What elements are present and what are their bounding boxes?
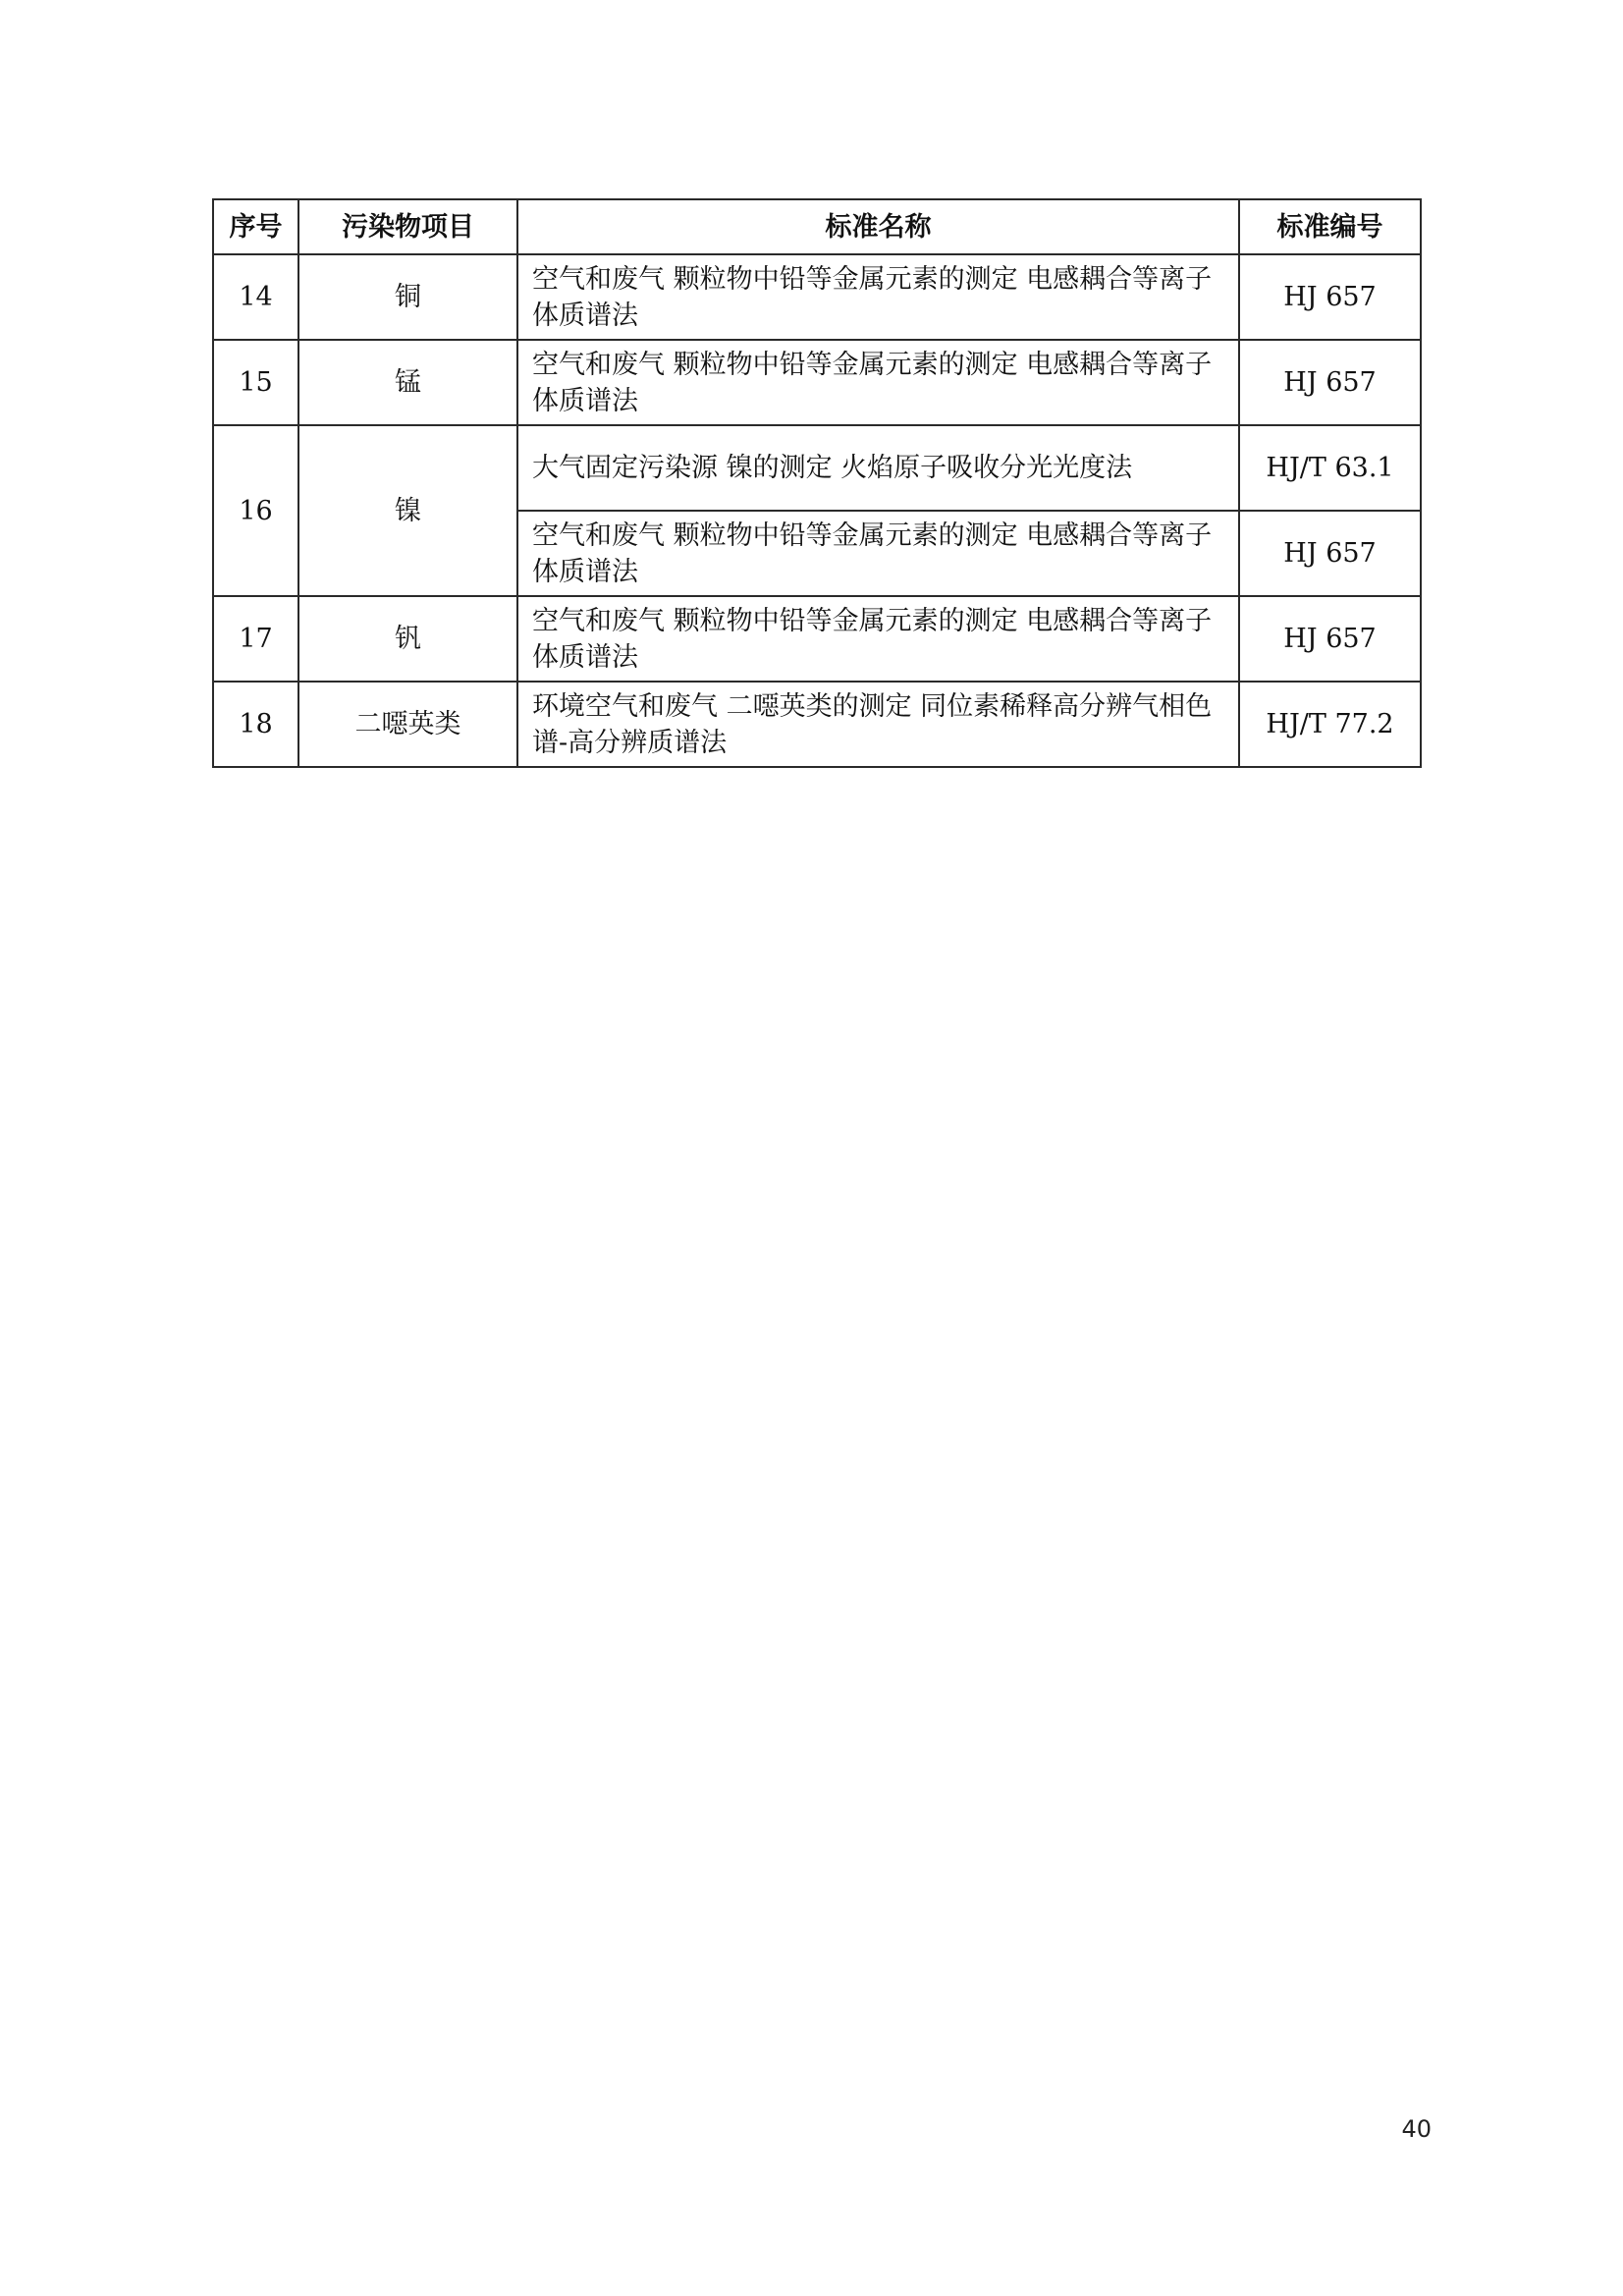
- row-standard-name: 空气和废气 颗粒物中铅等金属元素的测定 电感耦合等离子体质谱法: [517, 596, 1239, 682]
- row-standard-name: 环境空气和废气 二噁英类的测定 同位素稀释高分辨气相色谱-高分辨质谱法: [517, 682, 1239, 767]
- row-standard-name: 空气和废气 颗粒物中铅等金属元素的测定 电感耦合等离子体质谱法: [517, 511, 1239, 596]
- table-row: [213, 425, 1421, 511]
- standards-table: [212, 198, 1422, 768]
- row-standard-name: 空气和废气 颗粒物中铅等金属元素的测定 电感耦合等离子体质谱法: [517, 254, 1239, 340]
- row-seq: 15: [213, 340, 298, 425]
- table-header-row: [213, 199, 1421, 254]
- table-row: [213, 254, 1421, 340]
- row-pollutant: 锰: [298, 340, 517, 425]
- row-standard-code: HJ 657: [1239, 511, 1421, 596]
- row-pollutant: 二噁英类: [298, 682, 517, 767]
- table-row: [213, 596, 1421, 682]
- row-standard-name: 大气固定污染源 镍的测定 火焰原子吸收分光光度法: [517, 425, 1239, 511]
- row-standard-name: 空气和废气 颗粒物中铅等金属元素的测定 电感耦合等离子体质谱法: [517, 340, 1239, 425]
- table-row: [213, 340, 1421, 425]
- row-standard-code: HJ 657: [1239, 254, 1421, 340]
- header-pollutant: 污染物项目: [298, 199, 517, 254]
- header-standard-code: 标准编号: [1239, 199, 1421, 254]
- row-seq: 14: [213, 254, 298, 340]
- table-row: [213, 682, 1421, 767]
- row-standard-code: HJ 657: [1239, 596, 1421, 682]
- row-pollutant: 铜: [298, 254, 517, 340]
- row-seq: 18: [213, 682, 298, 767]
- header-standard-name: 标准名称: [517, 199, 1239, 254]
- row-standard-code: HJ 657: [1239, 340, 1421, 425]
- header-seq: 序号: [213, 199, 298, 254]
- row-standard-code: HJ/T 63.1: [1239, 425, 1421, 511]
- row-pollutant: 钒: [298, 596, 517, 682]
- row-seq: 16: [213, 425, 298, 596]
- row-standard-code: HJ/T 77.2: [1239, 682, 1421, 767]
- row-seq: 17: [213, 596, 298, 682]
- page-number: 40: [1401, 2115, 1432, 2143]
- row-pollutant: 镍: [298, 425, 517, 596]
